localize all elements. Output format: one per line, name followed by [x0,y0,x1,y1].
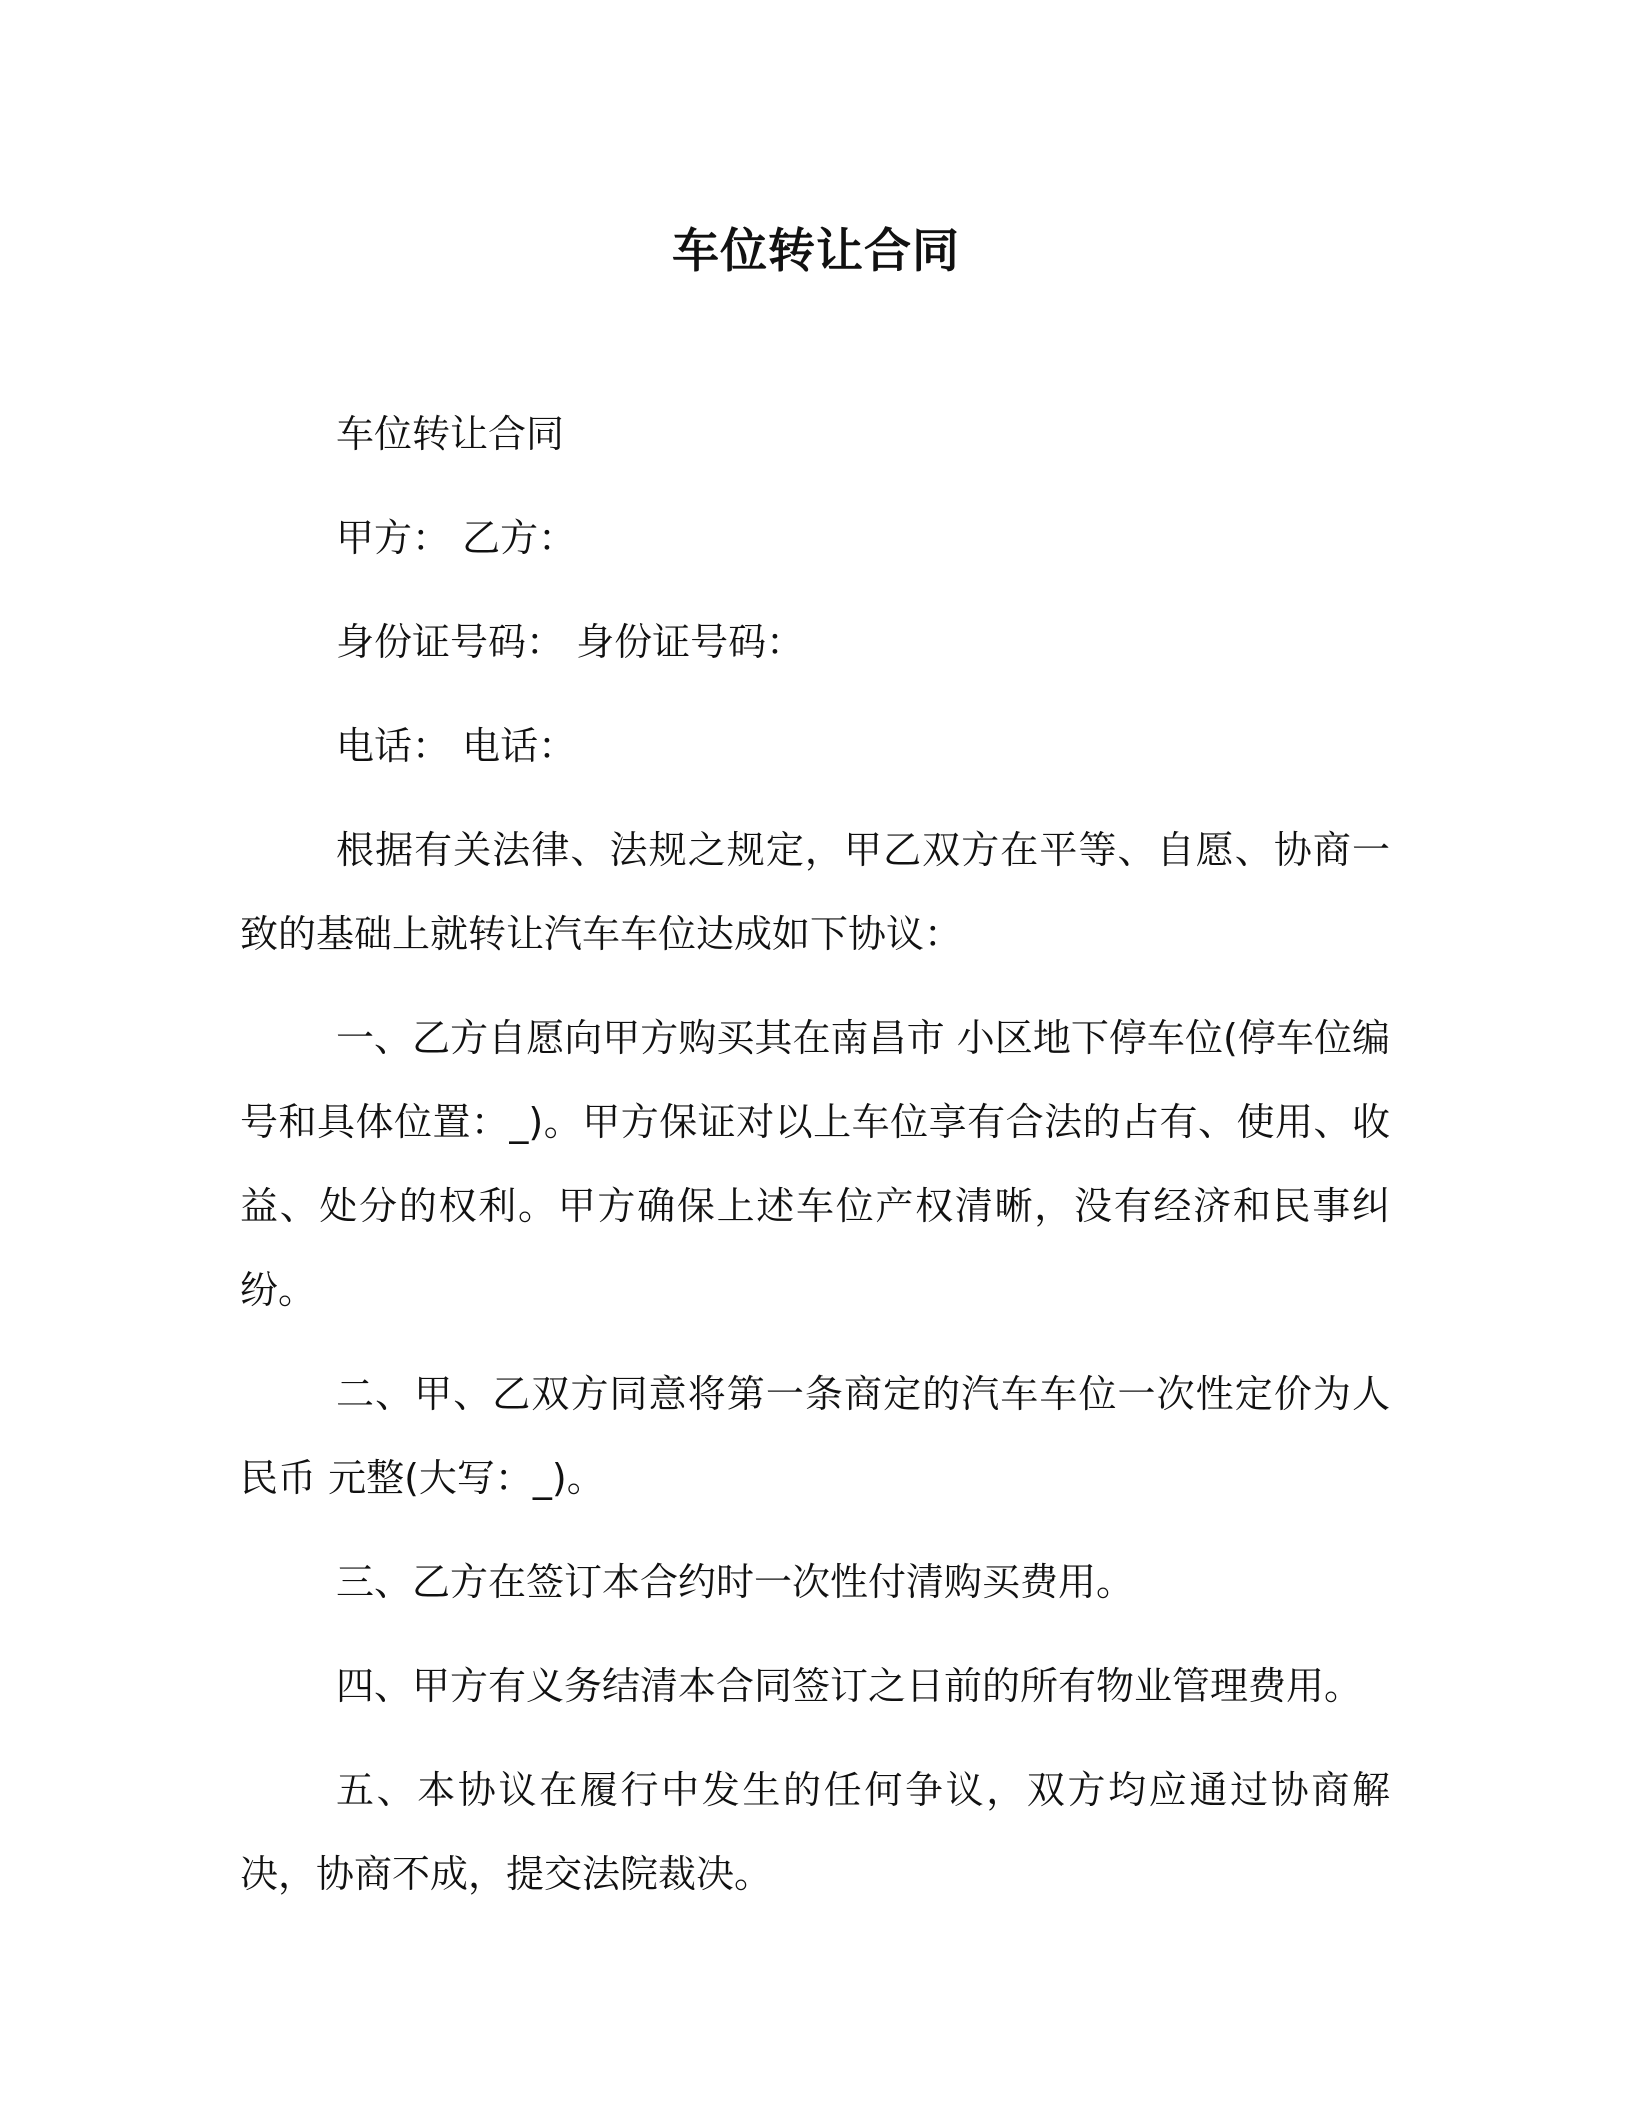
paragraph-preamble: 根据有关法律、法规之规定，甲乙双方在平等、自愿、协商一致的基础上就转让汽车车位达成如下协议： [240,828,1390,956]
paragraph-clause-5: 五、本协议在履行中发生的任何争议，双方均应通过协商解决，协商不成，提交法院裁决。 [240,1768,1390,1896]
paragraph-id-numbers: 身份证号码： 身份证号码： [336,620,805,664]
paragraph-clause-4: 四、甲方有义务结清本合同签订之日前的所有物业管理费用。 [336,1664,1363,1708]
document-title: 车位转让合同 [672,224,960,279]
paragraph-phones: 电话： 电话： [336,724,577,768]
paragraph-clause-3: 三、乙方在签订本合约时一次性付清购买费用。 [336,1560,1135,1604]
document-body [240,392,1390,1936]
paragraph-parties: 甲方： 乙方： [336,516,577,560]
paragraph-clause-1: 一、乙方自愿向甲方购买其在南昌市 小区地下停车位(停车位编号和具体位置：_)。甲方保证对以上车位享有合法的占有、使用、收益、处分的权利。甲方确保上述车位产权清晰，没有经济和民事纠纷。 [240,1016,1390,1312]
paragraph-clause-2: 二、甲、乙双方同意将第一条商定的汽车车位一次性定价为人民币 元整(大写：_)。 [240,1372,1390,1500]
paragraph-heading: 车位转让合同 [336,412,565,456]
